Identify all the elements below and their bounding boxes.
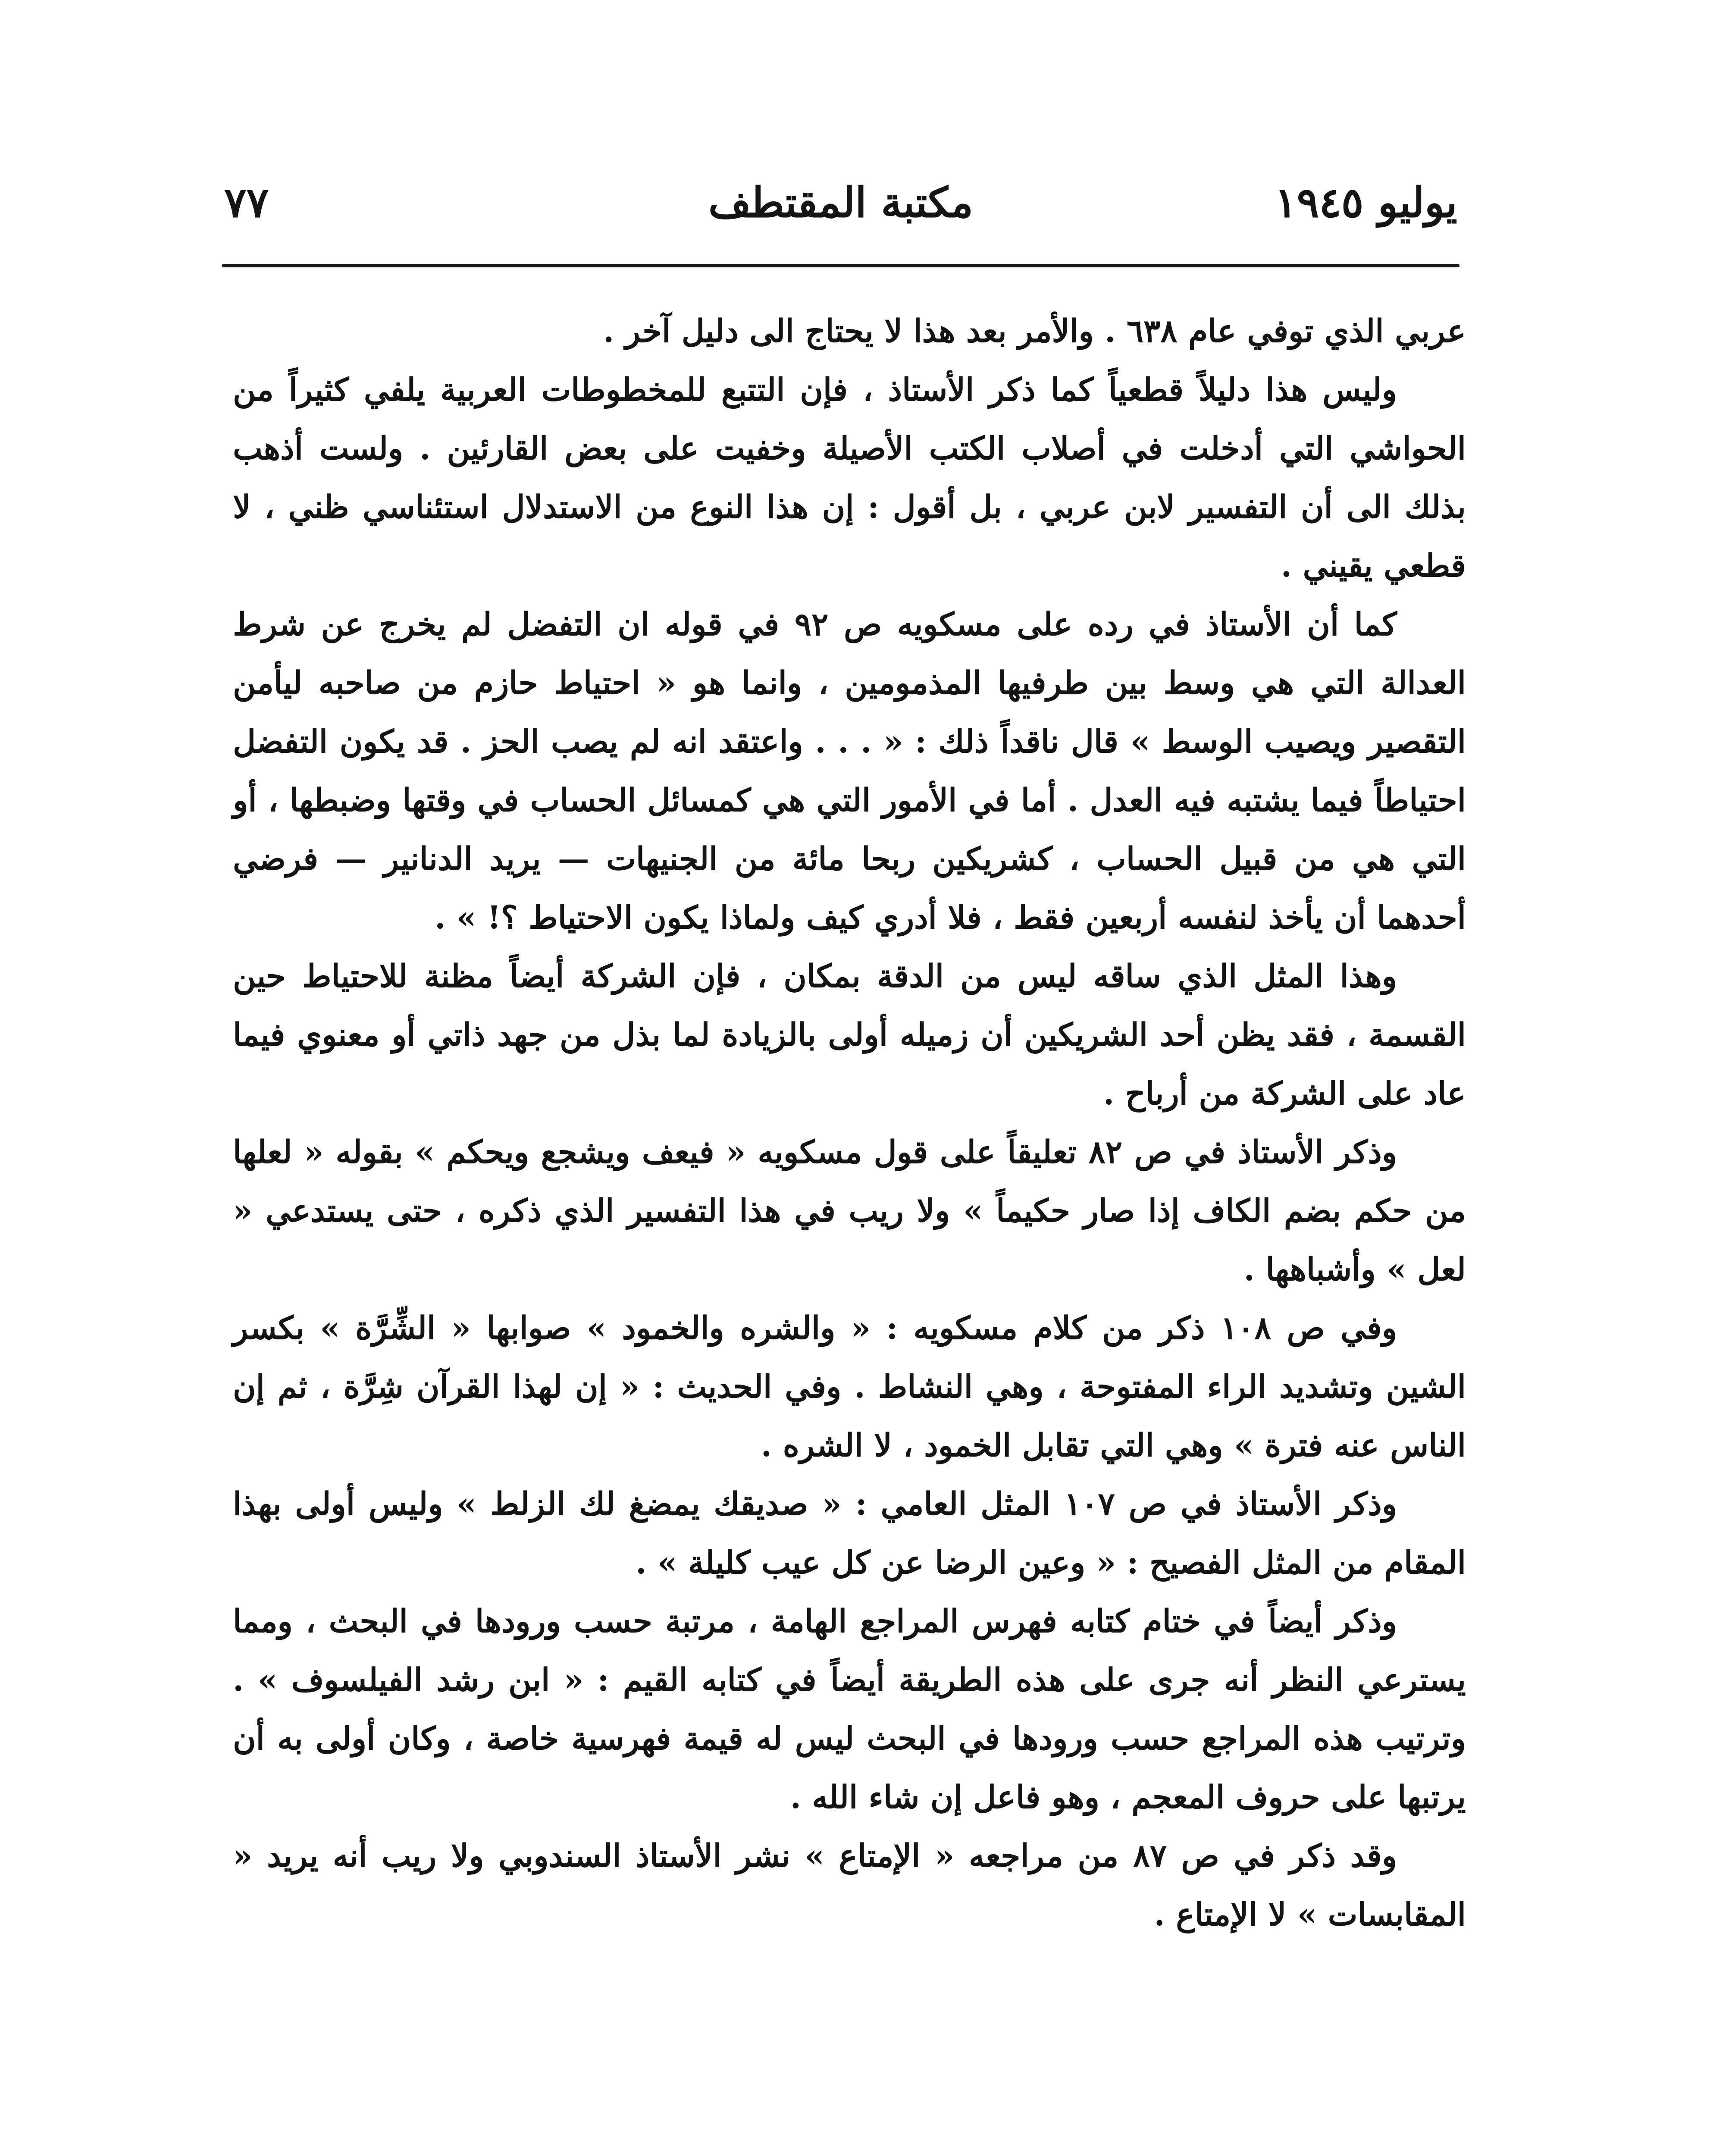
paragraph-9: وقد ذكر في ص ٨٧ من مراجعه « الإمتاع » نشر الأستاذ السندوبي ولا ريب أنه يريد « المقابسات » لا الإمتاع . xyxy=(233,1837,1466,1933)
running-head xyxy=(224,170,1457,239)
article-body xyxy=(233,302,1466,1944)
paragraph-7: وذكر الأستاذ في ص ١٠٧ المثل العامي : « صديقك يمضغ لك الزلط » وليس أولى بهذا المقام من المثل الفصيح : « وعين الرضا عن كل عيب كليلة » . xyxy=(233,1485,1466,1581)
issue-date: يوليو ١٩٤٥ xyxy=(1275,178,1457,227)
paragraph-2: وليس هذا دليلاً قطعياً كما ذكر الأستاذ ، فإن التتبع للمخطوطات العربية يلفي كثيراً من الحواشي التي أدخلت في أصلاب الكتب الأصيلة وخفيت على بعض القارئين . ولست أذهب بذلك الى أن التفسير لابن عربي ، بل أقول : إن هذا النوع من الاستدلال استئناسي ظني ، لا قطعي يقيني . xyxy=(233,371,1466,584)
paragraph-4: وهذا المثل الذي ساقه ليس من الدقة بمكان ، فإن الشركة أيضاً مظنة للاحتياط حين القسمة ، فقد يظن أحد الشريكين أن زميله أولى بالزيادة لما بذل من جهد ذاتي أو معنوي فيما عاد على الشركة من أرباح . xyxy=(233,958,1466,1112)
journal-title: مكتبة المقتطف xyxy=(708,178,974,227)
paragraph-6: وفي ص ١٠٨ ذكر من كلام مسكويه : « والشره والخمود » صوابها « الشِّرَّة » بكسر الشين وتشديد الراء المفتوحة ، وهي النشاط . وفي الحديث : « إن لهذا القرآن شِرَّة ، ثم إن الناس عنه فترة » وهي التي تقابل الخمود ، لا الشره . xyxy=(233,1310,1466,1464)
header-rule xyxy=(222,264,1459,267)
paragraph-3: كما أن الأستاذ في رده على مسكويه ص ٩٢ في قوله ان التفضل لم يخرج عن شرط العدالة التي هي وسط بين طرفيها المذمومين ، وانما هو « احتياط حازم من صاحبه ليأمن التقصير ويصيب الوسط » قال ناقداً ذلك : « . . . واعتقد انه لم يصب الحز . قد يكون التفضل احتياطاً فيما يشتبه فيه العدل . أما في الأمور التي هي كمسائل الحساب في وقتها وضبطها ، أو التي هي من قبيل الحساب ، كشريكين ربحا مائة من الجنيهات — يريد الدنانير — فرضي أحدهما أن يأخذ لنفسه أربعين فقط ، فلا أدري كيف ولماذا يكون الاحتياط ؟! » . xyxy=(233,606,1466,936)
paragraph-5: وذكر الأستاذ في ص ٨٢ تعليقاً على قول مسكويه « فيعف ويشجع ويحكم » بقوله « لعلها من حكم بضم الكاف إذا صار حكيماً » ولا ريب في هذا التفسير الذي ذكره ، حتى يستدعي « لعل » وأشباهها . xyxy=(233,1134,1466,1288)
paragraph-8: وذكر أيضاً في ختام كتابه فهرس المراجع الهامة ، مرتبة حسب ورودها في البحث ، ومما يسترعي النظر أنه جرى على هذه الطريقة أيضاً في كتابه القيم : « ابن رشد الفيلسوف » . وترتيب هذه المراجع حسب ورودها في البحث ليس له قيمة فهرسية خاصة ، وكان أولى به أن يرتبها على حروف المعجم ، وهو فاعل إن شاء الله . xyxy=(233,1603,1466,1816)
paragraph-1: عربي الذي توفي عام ٦٣٨ . والأمر بعد هذا لا يحتاج الى دليل آخر . xyxy=(603,313,1466,350)
page-number: ٧٧ xyxy=(224,178,269,227)
